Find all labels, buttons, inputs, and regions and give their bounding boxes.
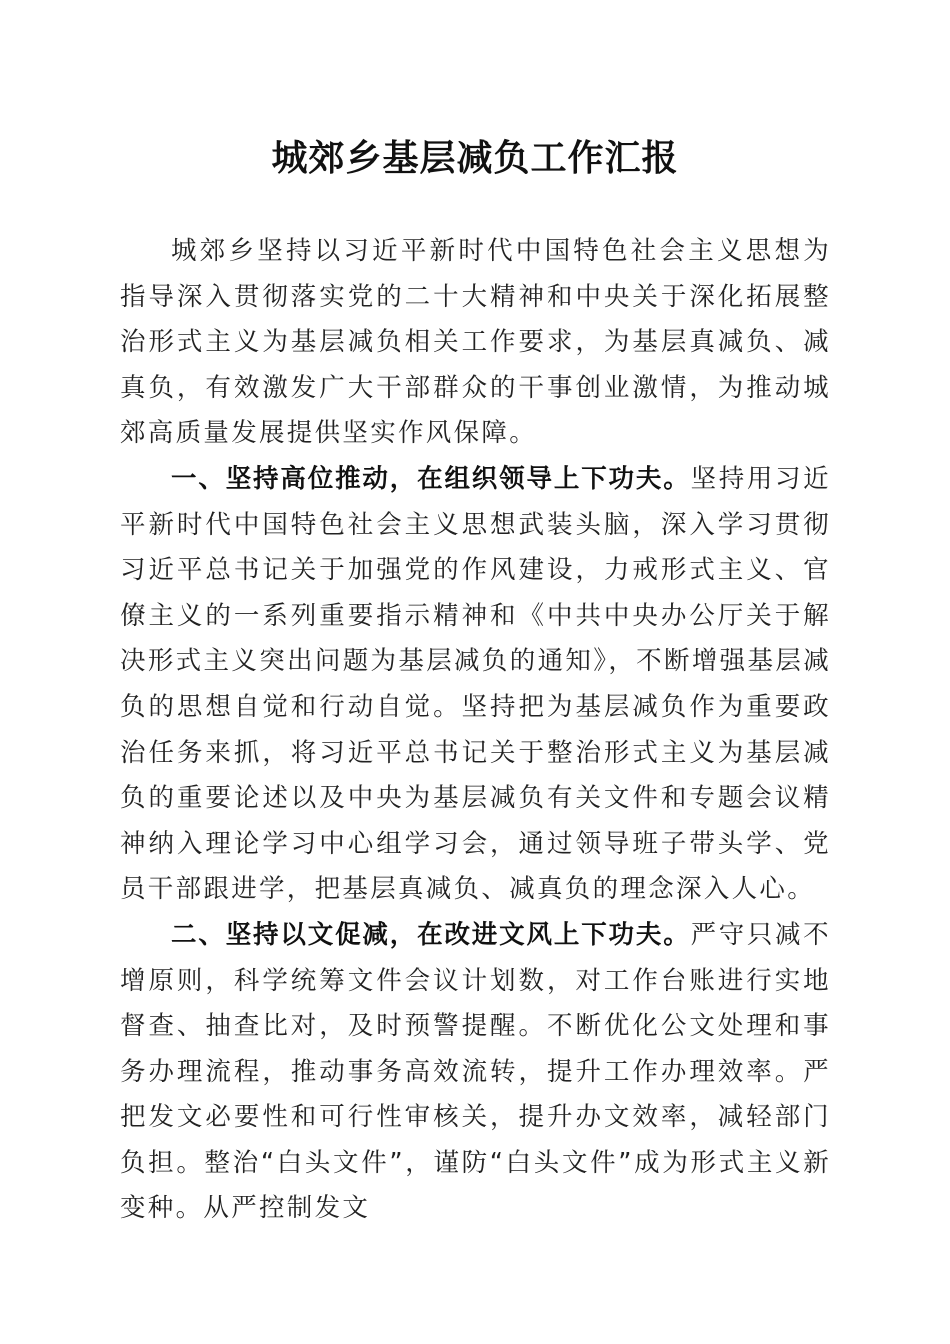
document-body bbox=[120, 229, 831, 1232]
paragraph-text: 严守只减不增原则，科学统筹文件会议计划数，对工作台账进行实地督查、抽查比对，及时预警提醒。不断优化公文处理和事务办理流程，推动事务高效流转，提升工作办理效率。严把发文必要性和可行性审核关，提升办文效率，减轻部门负担。整治“白头文件”，谨防“白头文件”成为形式主义新变种。从严控制发文 bbox=[120, 919, 831, 1224]
paragraph-text: 坚持用习近平新时代中国特色社会主义思想武装头脑，深入学习贯彻习近平总书记关于加强党的作风建设，力戒形式主义、官僚主义的一系列重要指示精神和《中共中央办公厅关于解决形式主义突出问题为基层减负的通知》，不断增强基层减负的思想自觉和行动自觉。坚持把为基层减负作为重要政治任务来抓，将习近平总书记关于整治形式主义为基层减负的重要论述以及中央为基层减负有关文件和专题会议精神纳入理论学习中心组学习会，通过领导班子带头学、党员干部跟进学，把基层真减负、减真负的理念深入人心。 bbox=[120, 463, 831, 905]
section-heading: 二、坚持以文促减，在改进文风上下功夫。 bbox=[171, 919, 691, 950]
document-title: 城郊乡基层减负工作汇报 bbox=[271, 137, 679, 179]
intro-paragraph bbox=[120, 229, 831, 457]
section-two-paragraph bbox=[120, 913, 831, 1232]
paragraph-text: 城郊乡坚持以习近平新时代中国特色社会主义思想为指导深入贯彻落实党的二十大精神和中央关于深化拓展整治形式主义为基层减负相关工作要求，为基层真减负、减真负，有效激发广大干部群众的干事创业激情，为推动城郊高质量发展提供坚实作风保障。 bbox=[120, 236, 831, 449]
section-one-paragraph bbox=[120, 457, 831, 913]
section-heading: 一、坚持高位推动，在组织领导上下功夫。 bbox=[171, 463, 691, 494]
